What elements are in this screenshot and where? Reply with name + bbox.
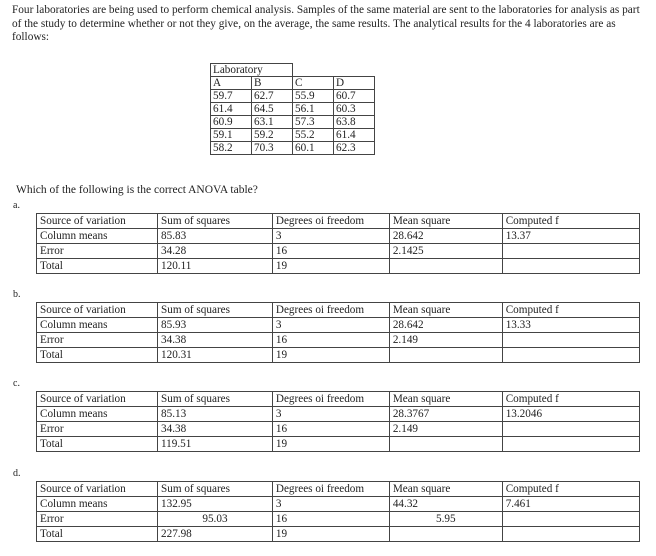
anova-cell: Total — [37, 259, 158, 274]
header-ms: Mean square — [389, 482, 502, 497]
anova-cell — [502, 422, 639, 437]
header-ms: Mean square — [389, 303, 502, 318]
anova-cell: 3 — [272, 407, 389, 422]
lab-cell: 60.3 — [334, 103, 375, 116]
option-b-letter[interactable]: b. — [13, 289, 21, 300]
lab-cell: 55.9 — [293, 90, 334, 103]
question-text: Which of the following is the correct ANOVA table? — [16, 184, 258, 196]
problem-statement: Four laboratories are being used to perform chemical analysis. Samples of the same material are sent to the laboratories for analysis as part of the study to determine whether or not they give, on the average, the same results. The analytical results for the 4 laboratories are as follows: — [12, 4, 640, 43]
lab-header-a: A — [211, 77, 252, 90]
anova-cell — [389, 348, 502, 363]
header-ss: Sum of squares — [158, 482, 273, 497]
anova-cell — [502, 527, 639, 542]
anova-cell: 227.98 — [158, 527, 273, 542]
anova-cell: 19 — [272, 259, 389, 274]
anova-cell: 119.51 — [158, 437, 273, 452]
anova-cell: Error — [37, 333, 158, 348]
anova-cell — [389, 259, 502, 274]
lab-cell: 62.3 — [334, 142, 375, 155]
header-source: Source of variation — [37, 392, 158, 407]
option-d-letter[interactable]: d. — [13, 468, 21, 479]
anova-cell: 85.13 — [158, 407, 273, 422]
anova-header-row — [37, 392, 640, 407]
anova-header-row — [37, 214, 640, 229]
anova-cell: 5.95 — [389, 512, 502, 527]
header-f: Computed f — [502, 214, 639, 229]
lab-cell: 59.1 — [211, 129, 252, 142]
anova-cell: 120.11 — [158, 259, 273, 274]
table-row — [37, 259, 640, 274]
header-ss: Sum of squares — [158, 214, 273, 229]
anova-cell: 19 — [272, 348, 389, 363]
lab-header-c: C — [293, 77, 334, 90]
anova-cell: 16 — [272, 244, 389, 259]
anova-cell: 44.32 — [389, 497, 502, 512]
anova-cell: 95.03 — [158, 512, 273, 527]
table-row — [37, 437, 640, 452]
table-row — [37, 422, 640, 437]
option-a-letter[interactable]: a. — [13, 200, 20, 211]
anova-cell: Column means — [37, 497, 158, 512]
table-row — [211, 116, 375, 129]
anova-cell — [502, 333, 639, 348]
lab-cell: 60.9 — [211, 116, 252, 129]
header-ss: Sum of squares — [158, 303, 273, 318]
anova-cell — [389, 527, 502, 542]
table-row — [37, 318, 640, 333]
option-a-anova-table[interactable] — [36, 213, 640, 274]
anova-cell: 34.28 — [158, 244, 273, 259]
lab-cell: 57.3 — [293, 116, 334, 129]
header-source: Source of variation — [37, 482, 158, 497]
lab-cell: 55.2 — [293, 129, 334, 142]
table-row — [211, 90, 375, 103]
header-ms: Mean square — [389, 392, 502, 407]
lab-cell: 70.3 — [252, 142, 293, 155]
anova-cell: 132.95 — [158, 497, 273, 512]
anova-cell — [502, 244, 639, 259]
anova-cell: 16 — [272, 422, 389, 437]
header-f: Computed f — [502, 482, 639, 497]
header-f: Computed f — [502, 303, 639, 318]
lab-header-b: B — [252, 77, 293, 90]
table-row — [211, 129, 375, 142]
lab-cell: 60.1 — [293, 142, 334, 155]
anova-cell: 19 — [272, 437, 389, 452]
table-row — [37, 527, 640, 542]
anova-cell: Total — [37, 437, 158, 452]
anova-cell: 85.93 — [158, 318, 273, 333]
anova-cell: Column means — [37, 318, 158, 333]
anova-cell: 34.38 — [158, 422, 273, 437]
lab-cell: 62.7 — [252, 90, 293, 103]
header-df: Degrees oi freedom — [272, 303, 389, 318]
header-ms: Mean square — [389, 214, 502, 229]
lab-cell: 60.7 — [334, 90, 375, 103]
option-b-anova-table[interactable] — [36, 302, 640, 363]
laboratory-results-table — [210, 63, 375, 155]
table-row — [37, 497, 640, 512]
header-source: Source of variation — [37, 214, 158, 229]
anova-cell: 2.149 — [389, 422, 502, 437]
anova-cell: 3 — [272, 229, 389, 244]
anova-cell: 28.642 — [389, 318, 502, 333]
anova-cell: Error — [37, 512, 158, 527]
anova-cell: 28.3767 — [389, 407, 502, 422]
anova-header-row — [37, 303, 640, 318]
anova-cell: 16 — [272, 512, 389, 527]
anova-cell — [502, 348, 639, 363]
table-row — [37, 348, 640, 363]
header-f: Computed f — [502, 392, 639, 407]
table-row — [37, 407, 640, 422]
header-df: Degrees oi freedom — [272, 214, 389, 229]
table-row — [37, 333, 640, 348]
anova-cell: 120.31 — [158, 348, 273, 363]
anova-cell: 13.33 — [502, 318, 639, 333]
option-d-anova-table[interactable] — [36, 481, 640, 542]
anova-cell: 85.83 — [158, 229, 273, 244]
table-row — [37, 229, 640, 244]
header-source: Source of variation — [37, 303, 158, 318]
anova-cell — [502, 259, 639, 274]
option-c-letter[interactable]: c. — [13, 378, 20, 389]
anova-cell: Column means — [37, 407, 158, 422]
lab-header-row — [211, 77, 375, 90]
anova-cell: 34.38 — [158, 333, 273, 348]
laboratory-title: Laboratory — [211, 64, 293, 77]
lab-cell: 64.5 — [252, 103, 293, 116]
lab-cell: 63.1 — [252, 116, 293, 129]
anova-cell: 3 — [272, 318, 389, 333]
lab-cell: 61.4 — [334, 129, 375, 142]
lab-cell: 61.4 — [211, 103, 252, 116]
table-row — [37, 512, 640, 527]
anova-cell: 7.461 — [502, 497, 639, 512]
lab-cell: 56.1 — [293, 103, 334, 116]
header-ss: Sum of squares — [158, 392, 273, 407]
anova-cell — [502, 437, 639, 452]
anova-cell: 13.37 — [502, 229, 639, 244]
anova-cell: Total — [37, 348, 158, 363]
anova-cell: 19 — [272, 527, 389, 542]
anova-cell: 3 — [272, 497, 389, 512]
lab-cell: 59.7 — [211, 90, 252, 103]
anova-cell: 16 — [272, 333, 389, 348]
table-row — [211, 103, 375, 116]
anova-cell: 28.642 — [389, 229, 502, 244]
anova-cell: Error — [37, 244, 158, 259]
anova-cell — [389, 437, 502, 452]
option-c-anova-table[interactable] — [36, 391, 640, 452]
lab-cell: 58.2 — [211, 142, 252, 155]
anova-cell: Column means — [37, 229, 158, 244]
lab-cell: 59.2 — [252, 129, 293, 142]
anova-cell: 13.2046 — [502, 407, 639, 422]
header-df: Degrees oi freedom — [272, 482, 389, 497]
anova-cell: 2.1425 — [389, 244, 502, 259]
anova-cell: Error — [37, 422, 158, 437]
anova-header-row — [37, 482, 640, 497]
anova-cell: 2.149 — [389, 333, 502, 348]
header-df: Degrees oi freedom — [272, 392, 389, 407]
anova-cell: Total — [37, 527, 158, 542]
table-row — [37, 244, 640, 259]
anova-cell — [502, 512, 639, 527]
lab-header-d: D — [334, 77, 375, 90]
lab-cell: 63.8 — [334, 116, 375, 129]
table-row — [211, 142, 375, 155]
